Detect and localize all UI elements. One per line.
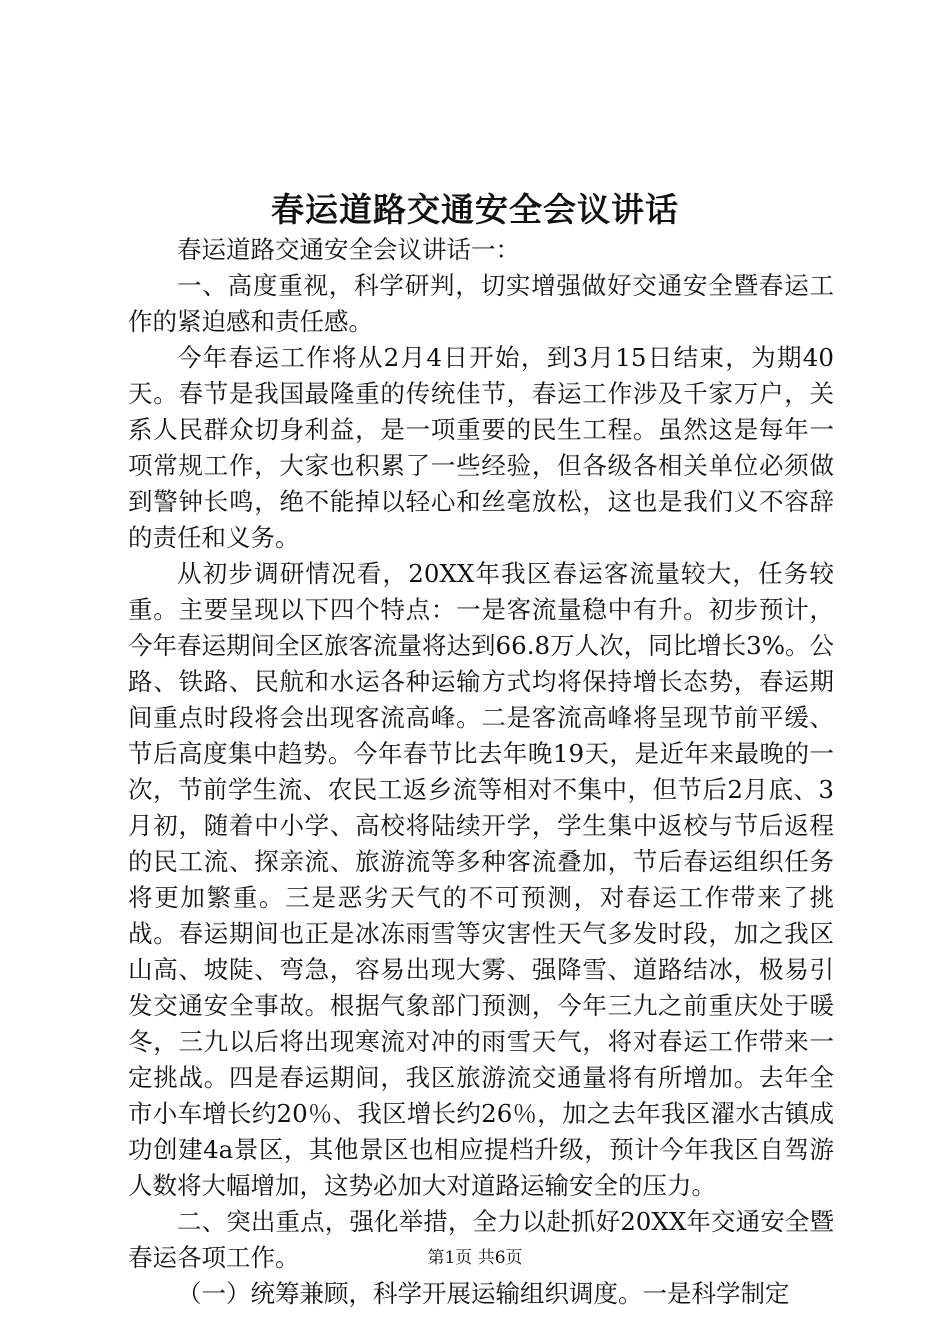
paragraph: 一、高度重视，科学研判，切实增强做好交通安全暨春运工作的紧迫感和责任感。 <box>128 271 834 336</box>
document-title: 春运道路交通安全会议讲话 <box>271 190 679 229</box>
paragraph: 二、突出重点，强化举措，全力以赴抓好20XX年交通安全暨春运各项工作。 <box>128 1207 834 1272</box>
paragraph: 春运道路交通安全会议讲话一： <box>177 235 520 264</box>
paragraph: 从初步调研情况看，20XX年我区春运客流量较大，任务较重。主要呈现以下四个特点：一是客流量稳中有升。初步预计，今年春运期间全区旅客流量将达到66.8万人次，同比增长3%。公路、铁路、民航和水运各种运输方式均将保持增长态势，春运期间重点时段将会出现客流高峰。二是客流高峰将呈现节前平缓、节后高度集中趋势。今年春节比去年晚19天，是近年来最晚的一次，节前学生流、农民工返乡流等相对不集中，但节后2月底、3月初，随着中小学、高校将陆续开学，学生集中返校与节后返程的民工流、探亲流、旅游流等多种客流叠加，节后春运组织任务将更加繁重。三是恶劣天气的不可预测，对春运工作带来了挑战。春运期间也正是冰冻雨雪等灾害性天气多发时段，加之我区山高、坡陡、弯急，容易出现大雾、强降雪、道路结冰，极易引发交通安全事故。根据气象部门预测，今年三九之前重庆处于暖冬，三九以后将出现寒流对冲的雨雪天气，将对春运工作带来一定挑战。四是春运期间，我区旅游流交通量将有所增加。去年全市小车增长约20％、我区增长约26％，加之去年我区濯水古镇成功创建4a景区，其他景区也相应提档升级，预计今年我区自驾游人数将大幅增加，这势必加大对道路运输安全的压力。 <box>128 559 834 1200</box>
page-number-footer: 第1页 共6页 <box>427 1248 523 1268</box>
paragraph: （一）统筹兼顾，科学开展运输组织调度。一是科学制定 <box>177 1279 790 1308</box>
paragraph: 今年春运工作将从2月4日开始，到3月15日结束，为期40天。春节是我国最隆重的传统佳节，春运工作涉及千家万户，关系人民群众切身利益，是一项重要的民生工程。虽然这是每年一项常规工作，大家也积累了一些经验，但各级各相关单位必须做到警钟长鸣，绝不能掉以轻心和丝毫放松，这也是我们义不容辞的责任和义务。 <box>128 343 834 552</box>
document-body <box>128 232 834 1312</box>
